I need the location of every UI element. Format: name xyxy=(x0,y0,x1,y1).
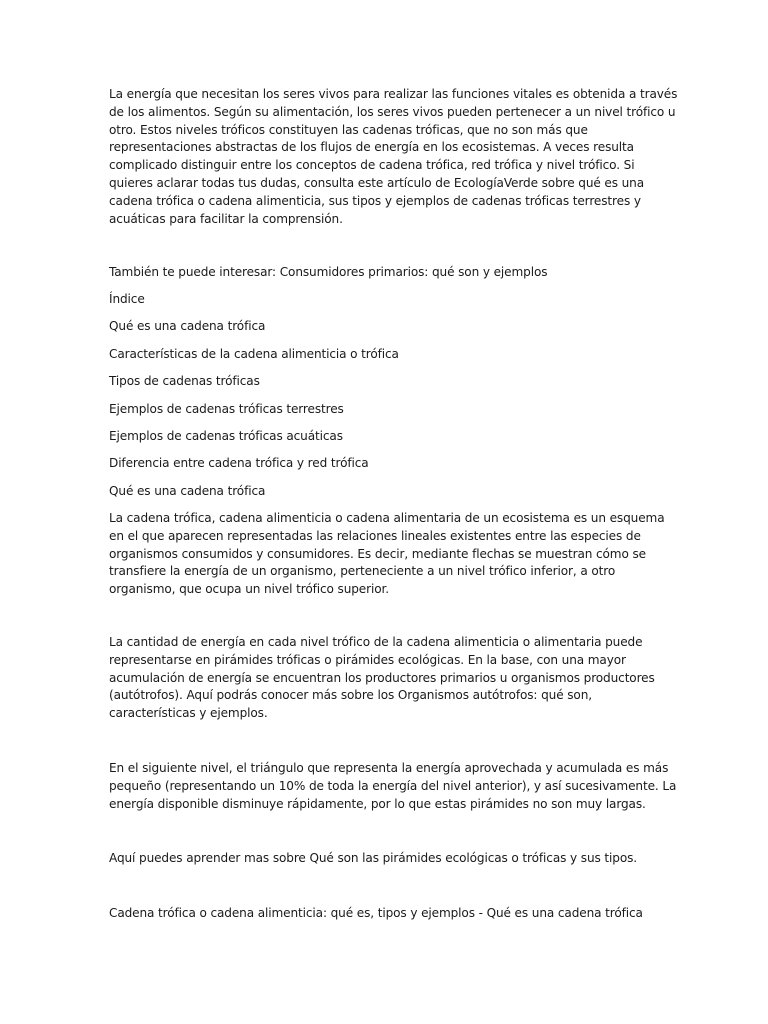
text-line: organismo, que ocupa un nivel trófico superior. xyxy=(109,582,389,597)
footer-title: Cadena trófica o cadena alimenticia: qué es, tipos y ejemplos - Qué es una cadena trófica xyxy=(109,906,643,920)
index-heading: Índice xyxy=(109,292,145,306)
index-item[interactable]: Tipos de cadenas tróficas xyxy=(109,374,260,388)
text-line: de los alimentos. Según su alimentación, los seres vivos pueden pertenecer a un nivel trófico u xyxy=(109,104,676,119)
also-interest-link[interactable]: También te puede interesar: Consumidores primarios: qué son y ejemplos xyxy=(109,265,548,279)
index-item[interactable]: Características de la cadena alimenticia o trófica xyxy=(109,347,399,361)
text-line: cadena trófica o cadena alimenticia, sus tipos y ejemplos de cadenas tróficas terrestres y xyxy=(109,193,641,208)
learn-more-link[interactable]: Aquí puedes aprender mas sobre Qué son las pirámides ecológicas o tróficas y sus tipos. xyxy=(109,851,638,865)
pyramids-paragraph xyxy=(109,634,661,723)
text-line: La energía que necesitan los seres vivos para realizar las funciones vitales es obtenida a través xyxy=(109,87,678,101)
text-line: La cantidad de energía en cada nivel trófico de la cadena alimenticia o alimentaria puede xyxy=(109,635,643,649)
index-item[interactable]: Ejemplos de cadenas tróficas terrestres xyxy=(109,402,344,416)
text-line: organismos consumidos y consumidores. Es decir, mediante flechas se muestran cómo se xyxy=(109,546,646,561)
text-line: (autótrofos). Aquí podrás conocer más sobre los Organismos autótrofos: qué son, xyxy=(109,688,592,703)
text-line: acumulación de energía se encuentran los productores primarios u organismos productores xyxy=(109,670,655,685)
text-line: otro. Estos niveles tróficos constituyen las cadenas tróficas, que no son más que xyxy=(109,122,588,137)
text-line: complicado distinguir entre los conceptos de cadena trófica, red trófica y nivel trófico. Si xyxy=(109,158,635,173)
text-line: La cadena trófica, cadena alimenticia o cadena alimentaria de un ecosistema es un esquema xyxy=(109,511,665,525)
text-line: acuáticas para facilitar la comprensión. xyxy=(109,211,343,226)
text-line: quieres aclarar todas tus dudas, consulta este artículo de EcologíaVerde sobre qué es una xyxy=(109,175,645,190)
text-line: en el que aparecen representadas las relaciones lineales existentes entre las especies de xyxy=(109,528,641,543)
index-item[interactable]: Ejemplos de cadenas tróficas acuáticas xyxy=(109,429,343,443)
text-line: representarse en pirámides tróficas o pirámides ecológicas. En la base, con una mayor xyxy=(109,652,626,667)
intro-paragraph xyxy=(109,86,678,228)
text-line: representaciones abstractas de los flujos de energía en los ecosistemas. A veces resulta xyxy=(109,140,634,155)
text-line: características y ejemplos. xyxy=(109,706,268,721)
index-item[interactable]: Diferencia entre cadena trófica y red trófica xyxy=(109,456,369,470)
section-heading: Qué es una cadena trófica xyxy=(109,484,266,498)
text-line: pequeño (representando un 10% de toda la energía del nivel anterior), y así sucesivamente. La xyxy=(109,778,677,793)
index-item[interactable]: Qué es una cadena trófica xyxy=(109,319,266,333)
text-line: En el siguiente nivel, el triángulo que representa la energía aprovechada y acumulada es más xyxy=(109,761,669,775)
text-line: energía disponible disminuye rápidamente, por lo que estas pirámides no son muy largas. xyxy=(109,796,646,811)
text-line: transfiere la energía de un organismo, perteneciente a un nivel trófico inferior, a otro xyxy=(109,564,616,579)
definition-paragraph xyxy=(109,510,665,599)
next-level-paragraph xyxy=(109,760,677,813)
